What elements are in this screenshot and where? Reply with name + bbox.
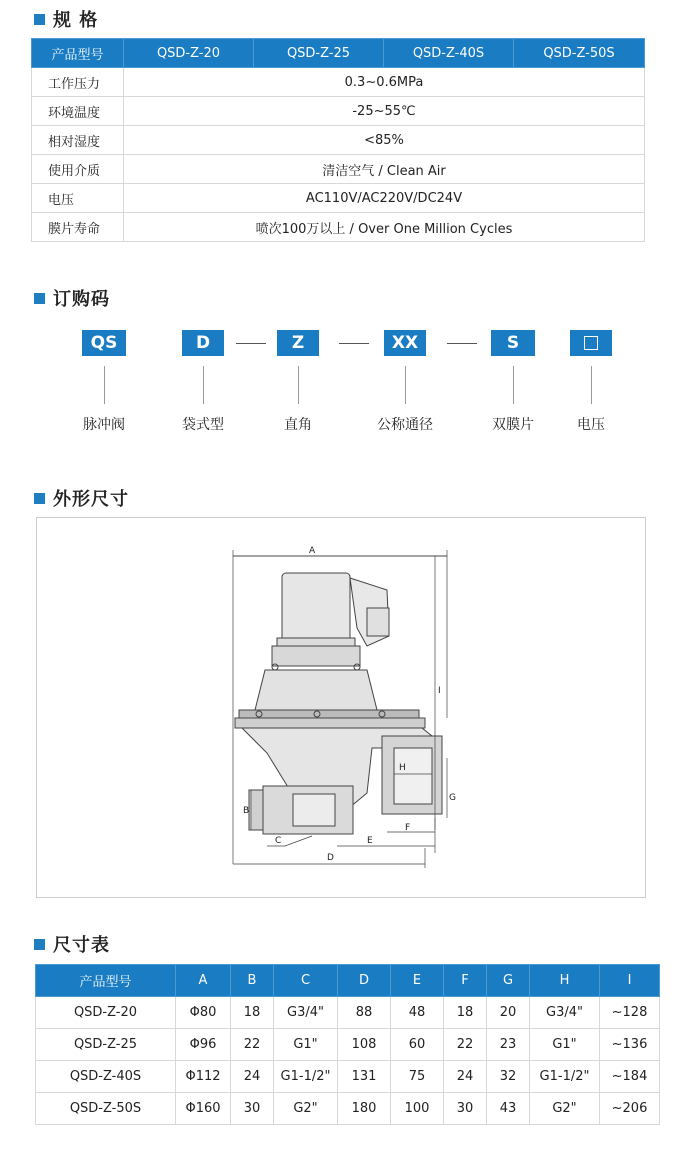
dim-header-cell: A	[176, 965, 231, 997]
section-marker-icon	[34, 939, 45, 950]
spec-label: 环境温度	[32, 97, 124, 126]
dim-cell: 88	[338, 997, 391, 1029]
dim-cell: G3/4"	[274, 997, 338, 1029]
empty-square-icon	[584, 336, 598, 350]
dim-cell: 60	[391, 1029, 444, 1061]
dim-header-cell: C	[274, 965, 338, 997]
spec-label: 相对湿度	[32, 126, 124, 155]
table-row	[36, 997, 660, 1029]
spec-title-text: 规 格	[53, 10, 99, 31]
code-connector	[513, 366, 514, 404]
dim-cell: 23	[487, 1029, 530, 1061]
dim-cell: 20	[487, 997, 530, 1029]
dim-header-cell: E	[391, 965, 444, 997]
dim-cell: G1"	[530, 1029, 600, 1061]
dim-cell: 18	[231, 997, 274, 1029]
dim-cell: G1-1/2"	[530, 1061, 600, 1093]
dim-label-b: B	[243, 806, 250, 816]
dim-label-f: F	[405, 823, 411, 833]
code-connector	[203, 366, 204, 404]
code-dash	[236, 343, 266, 344]
dim-cell: 30	[231, 1093, 274, 1125]
table-row	[32, 155, 645, 184]
code-label: 直角	[284, 417, 312, 433]
dim-cell: QSD-Z-40S	[36, 1061, 176, 1093]
section-marker-icon	[34, 293, 45, 304]
dim-cell: 180	[338, 1093, 391, 1125]
code-connector	[405, 366, 406, 404]
table-row	[36, 1029, 660, 1061]
dim-cell: 48	[391, 997, 444, 1029]
outline-section-title	[34, 485, 129, 511]
code-dash	[339, 343, 369, 344]
dim-cell: Φ96	[176, 1029, 231, 1061]
dim-cell: ~136	[600, 1029, 660, 1061]
dim-header-cell: B	[231, 965, 274, 997]
order-title-text: 订购码	[53, 289, 110, 310]
table-row	[32, 97, 645, 126]
dim-label-g: G	[449, 793, 456, 803]
dim-label-d: D	[327, 853, 334, 863]
dims-title-text: 尺寸表	[53, 935, 110, 956]
code-dash	[447, 343, 477, 344]
spec-value: 喷次100万以上 / Over One Million Cycles	[124, 213, 645, 242]
section-marker-icon	[34, 14, 45, 25]
outline-diagram-frame	[36, 517, 646, 898]
dim-cell: ~128	[600, 997, 660, 1029]
spec-header-cell: QSD-Z-40S	[384, 39, 514, 68]
code-label: 脉冲阀	[83, 417, 125, 433]
dim-cell: QSD-Z-50S	[36, 1093, 176, 1125]
dim-cell: 100	[391, 1093, 444, 1125]
code-box-d: D	[182, 330, 224, 356]
dim-cell: 22	[231, 1029, 274, 1061]
dim-cell: G1"	[274, 1029, 338, 1061]
table-row	[36, 1061, 660, 1093]
code-label: 双膜片	[492, 417, 534, 433]
dim-cell: Φ112	[176, 1061, 231, 1093]
code-connector	[104, 366, 105, 404]
dim-cell: ~206	[600, 1093, 660, 1125]
code-box-voltage	[570, 330, 612, 356]
code-label: 袋式型	[182, 417, 224, 433]
spec-section-title	[34, 6, 98, 32]
dim-header-cell: I	[600, 965, 660, 997]
dim-header-cell: G	[487, 965, 530, 997]
dim-cell: 24	[444, 1061, 487, 1093]
dim-cell: G3/4"	[530, 997, 600, 1029]
dim-cell: 108	[338, 1029, 391, 1061]
code-connector	[298, 366, 299, 404]
table-row	[32, 68, 645, 97]
code-connector	[591, 366, 592, 404]
section-marker-icon	[34, 493, 45, 504]
dimension-table	[35, 964, 660, 1125]
dim-cell: G1-1/2"	[274, 1061, 338, 1093]
table-row	[32, 184, 645, 213]
dim-cell: 75	[391, 1061, 444, 1093]
table-row	[32, 126, 645, 155]
dim-label-h: H	[399, 763, 406, 773]
dim-cell: 32	[487, 1061, 530, 1093]
dim-cell: QSD-Z-20	[36, 997, 176, 1029]
valve-drawing	[37, 518, 645, 897]
dim-label-c: C	[275, 836, 282, 846]
code-box-z: Z	[277, 330, 319, 356]
dim-cell: QSD-Z-25	[36, 1029, 176, 1061]
table-row	[32, 213, 645, 242]
spec-table	[31, 38, 645, 242]
spec-label: 电压	[32, 184, 124, 213]
spec-header-row	[32, 39, 645, 68]
code-label: 公称通径	[377, 417, 433, 433]
dim-header-cell: 产品型号	[36, 965, 176, 997]
spec-label: 膜片寿命	[32, 213, 124, 242]
dim-cell: G2"	[530, 1093, 600, 1125]
dims-section-title	[34, 931, 110, 957]
dim-label-a: A	[309, 546, 316, 556]
spec-value: AC110V/AC220V/DC24V	[124, 184, 645, 213]
dim-cell: 22	[444, 1029, 487, 1061]
dim-cell: 18	[444, 997, 487, 1029]
spec-header-cell: 产品型号	[32, 39, 124, 68]
dim-header-cell: D	[338, 965, 391, 997]
spec-header-cell: QSD-Z-20	[124, 39, 254, 68]
order-section-title	[34, 285, 110, 311]
spec-value: 0.3~0.6MPa	[124, 68, 645, 97]
dim-cell: G2"	[274, 1093, 338, 1125]
dim-header-cell: H	[530, 965, 600, 997]
spec-label: 使用介质	[32, 155, 124, 184]
spec-label: 工作压力	[32, 68, 124, 97]
code-label: 电压	[577, 417, 605, 433]
dim-cell: Φ80	[176, 997, 231, 1029]
code-box-qs: QS	[82, 330, 126, 356]
spec-value: <85%	[124, 126, 645, 155]
dim-label-i: I	[438, 686, 441, 696]
dim-cell: 131	[338, 1061, 391, 1093]
dim-cell: 30	[444, 1093, 487, 1125]
dim-label-e: E	[367, 836, 373, 846]
code-box-xx: XX	[384, 330, 426, 356]
spec-value: -25~55℃	[124, 97, 645, 126]
spec-header-cell: QSD-Z-50S	[514, 39, 645, 68]
dim-cell: 43	[487, 1093, 530, 1125]
spec-header-cell: QSD-Z-25	[254, 39, 384, 68]
dim-header-cell: F	[444, 965, 487, 997]
outline-title-text: 外形尺寸	[53, 489, 129, 510]
dim-cell: 24	[231, 1061, 274, 1093]
dim-cell: ~184	[600, 1061, 660, 1093]
table-row	[36, 1093, 660, 1125]
code-box-s: S	[491, 330, 535, 356]
dim-cell: Φ160	[176, 1093, 231, 1125]
spec-value: 清洁空气 / Clean Air	[124, 155, 645, 184]
dim-header-row	[36, 965, 660, 997]
